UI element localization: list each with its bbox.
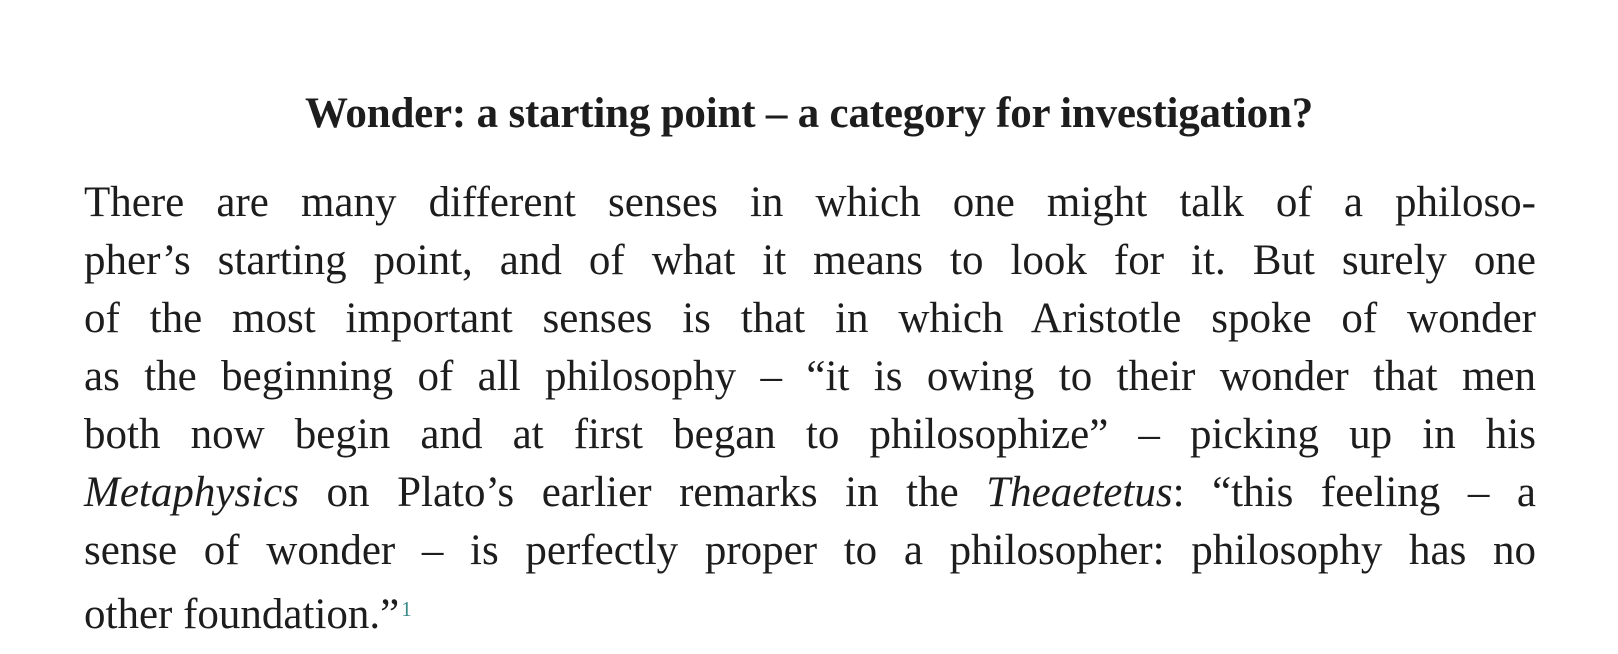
paragraph-line: as the beginning of all philosophy – “it is owing to their wonder that men	[84, 353, 1536, 400]
book-title-metaphysics: Metaphysics	[84, 469, 299, 516]
paragraph-text: : “this feeling – a	[1172, 469, 1536, 516]
paragraph-line-with-titles	[84, 464, 1536, 522]
paragraph-text: on Plato’s earlier remarks in the	[298, 469, 987, 516]
book-title-theaetetus: Theaetetus	[986, 469, 1173, 516]
body-paragraph	[84, 174, 1536, 638]
paragraph-last-line	[84, 580, 1536, 638]
footnote-reference-link[interactable]: 1	[401, 597, 412, 621]
paragraph-line: both now begin and at first began to philosophize” – picking up in his	[84, 411, 1536, 458]
paragraph-text: other foundation.”	[84, 591, 400, 638]
paragraph-line: of the most important senses is that in which Aristotle spoke of wonder	[84, 295, 1536, 342]
paragraph-line: There are many different senses in which one might talk of a philoso-	[84, 179, 1536, 226]
paragraph-line: pher’s starting point, and of what it means to look for it. But surely one	[84, 237, 1536, 284]
paragraph-line: sense of wonder – is perfectly proper to a philosopher: philosophy has no	[84, 527, 1536, 574]
section-heading: Wonder: a starting point – a category for investigation?	[305, 90, 1313, 137]
